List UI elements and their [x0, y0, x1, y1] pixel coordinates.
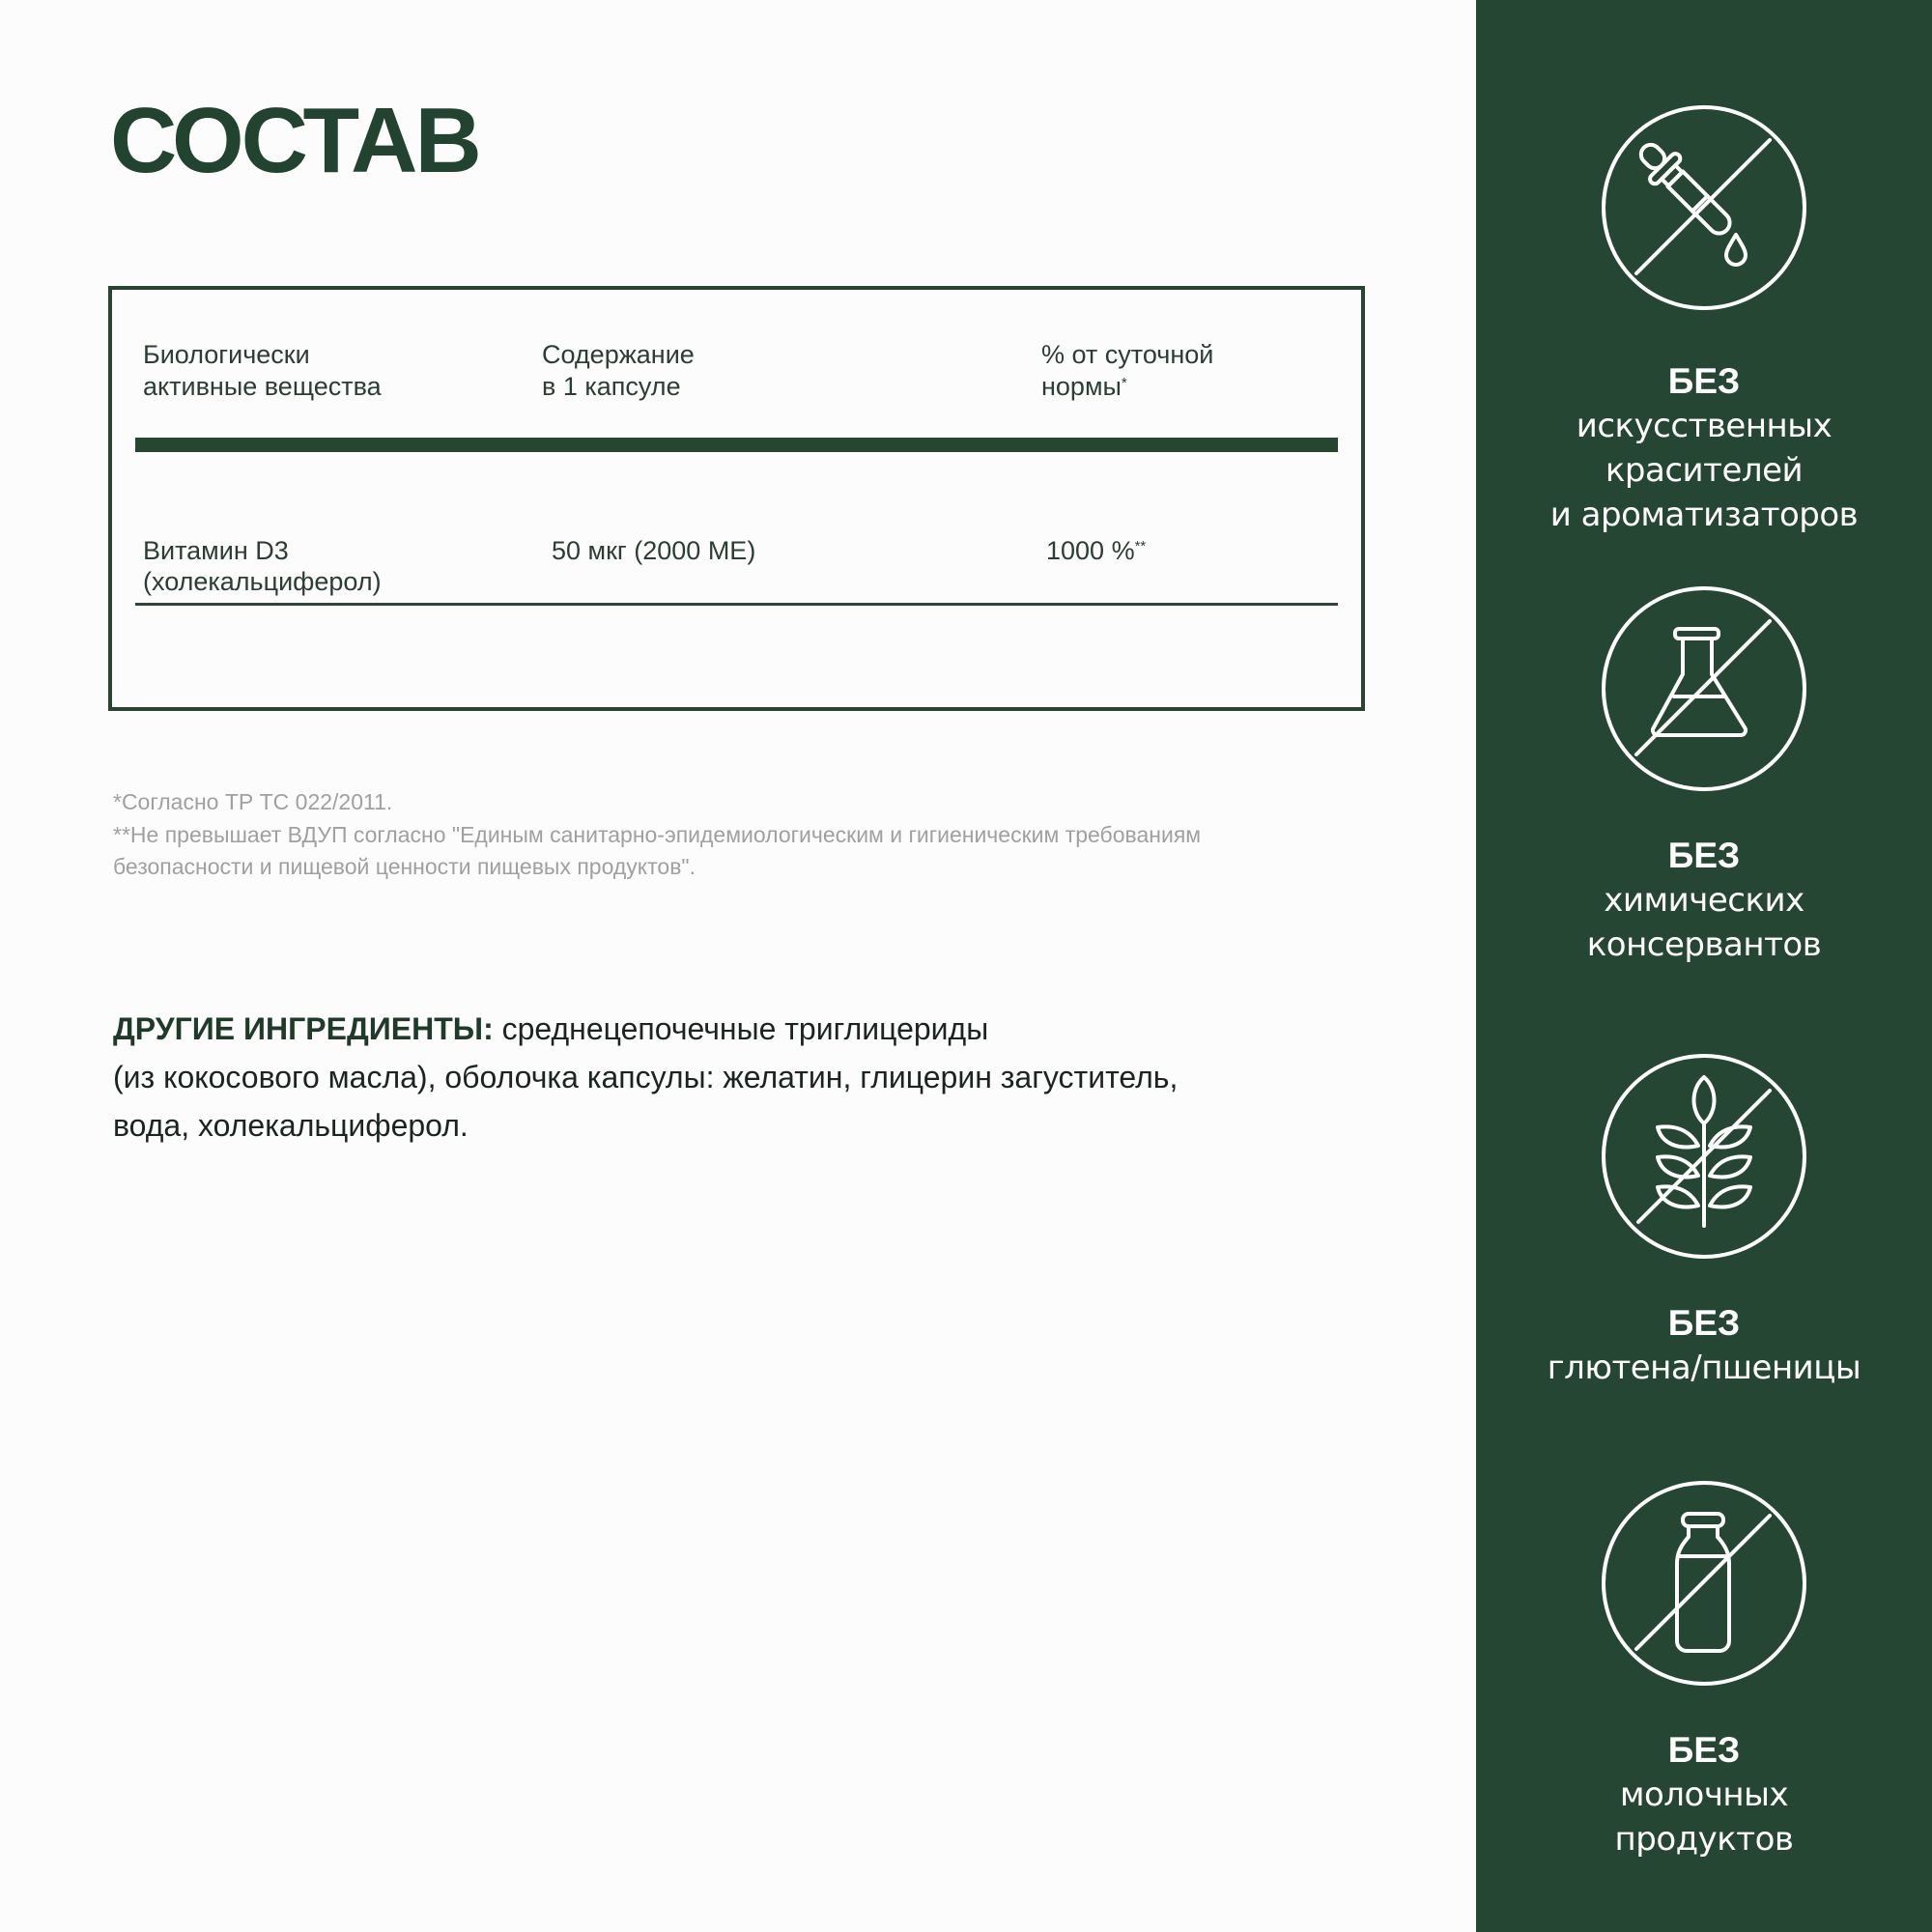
no-flask-icon — [1598, 582, 1810, 795]
feature-bold: БЕЗ — [1667, 361, 1741, 401]
table-header-divider — [135, 438, 1338, 452]
feature-bold: БЕЗ — [1667, 836, 1741, 875]
footnote-marker: * — [1121, 375, 1127, 391]
table-header-amount: Содержание в 1 капсуле — [542, 340, 695, 401]
page-title: СОСТАВ — [110, 89, 479, 192]
footnote-2: **Не превышает ВДУП согласно "Единым санитарно-эпидемиологическим и гигиеническим требованиям — [113, 822, 1202, 847]
no-wheat-icon — [1598, 1050, 1810, 1263]
ingredients-label: ДРУГИЕ ИНГРЕДИЕНТЫ: — [113, 1011, 494, 1046]
footnote-marker: ** — [1134, 538, 1147, 554]
table-header-substance: Биологически активные вещества — [143, 340, 382, 401]
no-dropper-icon — [1598, 101, 1810, 314]
table-cell-substance: Витамин D3 (холекальциферол) — [143, 536, 382, 596]
footnote-2-continued: безопасности и пищевой ценности пищевых продуктов". — [113, 854, 696, 879]
no-milk-bottle-icon — [1598, 1477, 1810, 1690]
table-header-daily-percent: % от суточной нормы* — [1041, 340, 1214, 401]
table-cell-amount: 50 мкг (2000 МЕ) — [552, 536, 756, 565]
feature-bold: БЕЗ — [1667, 1303, 1741, 1343]
features-sidebar — [1476, 0, 1932, 1932]
feature-bold: БЕЗ — [1667, 1730, 1741, 1770]
feature-no-gluten: БЕЗ глютена/пшеницы — [1476, 1050, 1932, 1390]
feature-no-dyes: БЕЗ искусственных красителей и ароматизаторов — [1476, 101, 1932, 537]
table-cell-daily-percent: 1000 %** — [1046, 536, 1147, 565]
table-row-divider — [135, 603, 1338, 606]
footnote-1: *Согласно ТР ТС 022/2011. — [113, 789, 393, 814]
feature-no-dairy: БЕЗ молочных продуктов — [1476, 1477, 1932, 1861]
feature-no-preservatives: БЕЗ химических консервантов — [1476, 582, 1932, 967]
other-ingredients: ДРУГИЕ ИНГРЕДИЕНТЫ: среднецепочечные триглицериды (из кокосового масла), оболочка капсулы: желатин, глицерин загуститель, вода, холекальциферол. — [113, 1011, 1179, 1143]
